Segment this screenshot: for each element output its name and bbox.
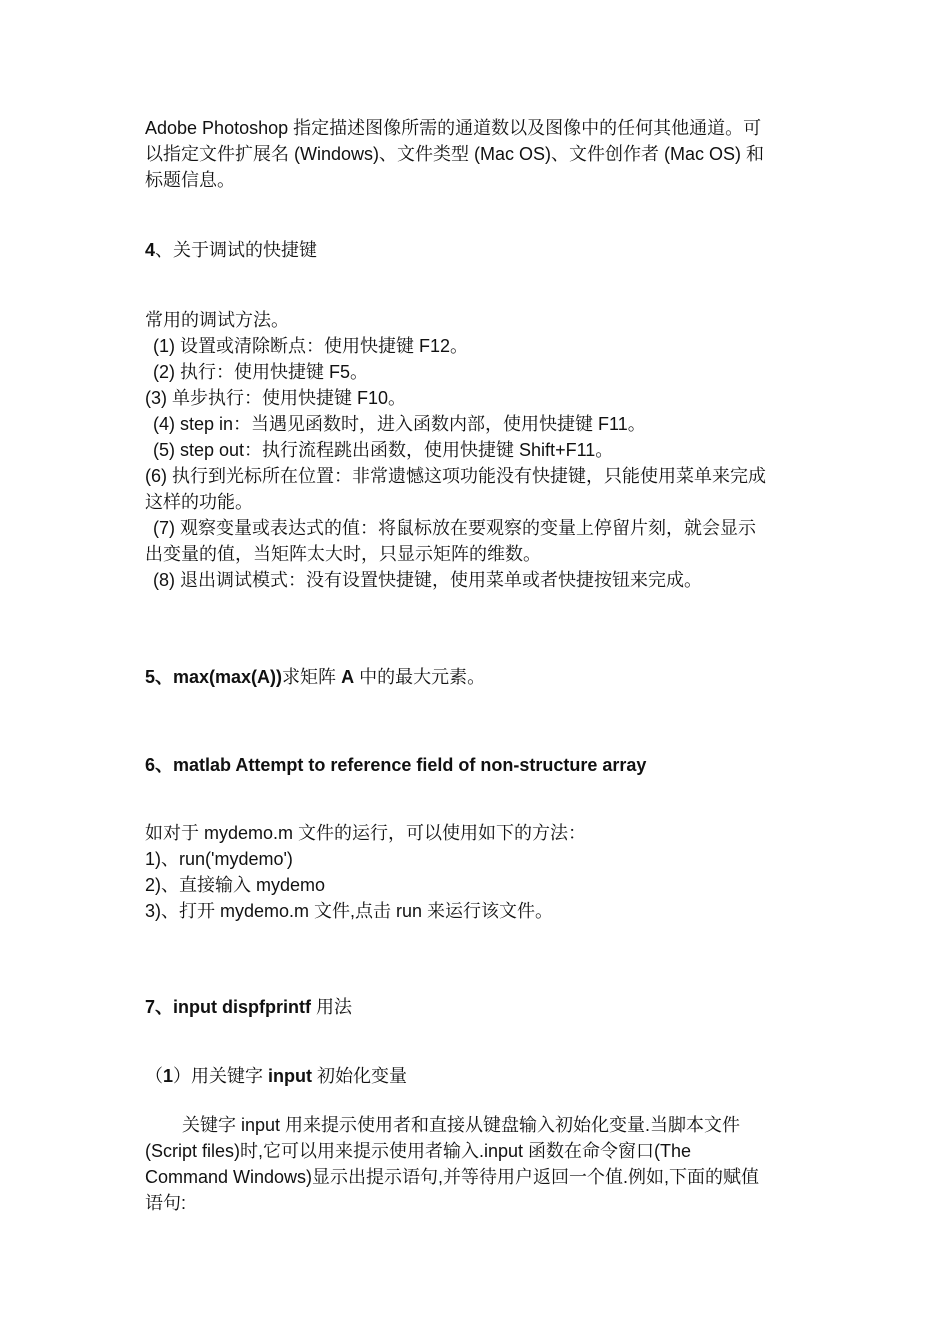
sub-text-1: ）用关键字: [173, 1066, 269, 1086]
intro-line-1: Adobe Photoshop 指定描述图像所需的通道数以及图像中的任何其他通道。可: [145, 118, 762, 138]
intro-line-2: 以指定文件扩展名 (Windows)、文件类型 (Mac OS)、文件创作者 (Mac OS) 和: [145, 144, 765, 164]
section-6-heading: 6、matlab Attempt to reference field of non-structure array: [145, 755, 647, 775]
section-4-intro: 常用的调试方法。: [145, 310, 289, 330]
debug-item-5: (5) step out：执行流程跳出函数，使用快捷键 Shift+F11。: [153, 440, 614, 460]
section-7-heading: [145, 994, 352, 1020]
section-4-number: 4: [145, 240, 156, 260]
debug-item-4: (4) step in：当遇见函数时，进入函数内部，使用快捷键 F11。: [153, 414, 646, 434]
section-5-matrix-name: A: [341, 667, 355, 687]
debug-item-6-cont: 这样的功能。: [145, 492, 253, 512]
section-5-code: 5、max(max(A)): [145, 667, 283, 687]
debug-item-2: (2) 执行：使用快捷键 F5。: [153, 362, 369, 382]
section-5-text-2: 中的最大元素。: [354, 667, 486, 687]
run-method-1: 1)、run('mydemo'): [145, 849, 293, 869]
debug-item-7: (7) 观察变量或表达式的值：将鼠标放在要观察的变量上停留片刻，就会显示: [153, 518, 756, 538]
run-method-2: 2)、直接输入 mydemo: [145, 875, 326, 895]
input-para-line-4: 语句:: [145, 1193, 187, 1213]
debug-item-6: (6) 执行到光标所在位置：非常遗憾这项功能没有快捷键，只能使用菜单来完成: [145, 466, 766, 486]
section-5-text-1: 求矩阵: [282, 667, 342, 687]
section-7-title-bold: 7、input dispfprintf: [145, 997, 311, 1017]
run-method-3: 3)、打开 mydemo.m 文件,点击 run 来运行该文件。: [145, 901, 554, 921]
debug-item-7-cont: 出变量的值，当矩阵太大时，只显示矩阵的维数。: [145, 544, 541, 564]
section-5-heading: [145, 664, 485, 690]
debug-item-8: (8) 退出调试模式：没有设置快捷键，使用菜单或者快捷按钮来完成。: [153, 570, 702, 590]
debug-item-1: (1) 设置或清除断点：使用快捷键 F12。: [153, 336, 469, 356]
input-para-line-2: (Script files)时,它可以用来提示使用者输入.input 函数在命令窗口(The: [145, 1141, 692, 1161]
input-para-line-3: Command Windows)显示出提示语句,并等待用户返回一个值.例如,下面的赋值: [145, 1167, 760, 1187]
sub-text-2: 初始化变量: [312, 1066, 408, 1086]
sub-prefix: （: [145, 1066, 163, 1086]
input-para-line-1: 关键字 input 用来提示使用者和直接从键盘输入初始化变量.当脚本文件: [182, 1115, 741, 1135]
sub-number: 1: [163, 1066, 174, 1086]
section-4-heading: [145, 237, 317, 263]
intro-line-3: 标题信息。: [145, 170, 235, 190]
section-7-title-text: 用法: [310, 997, 352, 1017]
section-7-subheading: [145, 1063, 407, 1089]
debug-item-3: (3) 单步执行：使用快捷键 F10。: [145, 388, 407, 408]
section-6-intro: 如对于 mydemo.m 文件的运行，可以使用如下的方法：: [145, 823, 587, 843]
sub-keyword: input: [268, 1066, 313, 1086]
section-4-title: 、关于调试的快捷键: [155, 240, 318, 260]
